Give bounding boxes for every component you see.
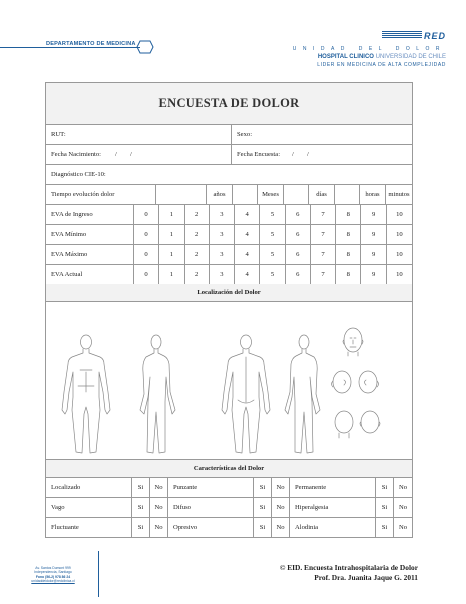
caracteristica-label: Fluctuante [46, 518, 132, 537]
si-option[interactable]: Si [376, 498, 394, 517]
no-option[interactable]: No [398, 524, 408, 531]
phone-line: Fono (56-2) 978 86 24 [35, 574, 71, 579]
body-back-figure [222, 335, 270, 453]
eva-score-option[interactable]: 4 [235, 265, 260, 284]
eva-score-option[interactable]: 3 [210, 225, 235, 244]
body-lateral-right-figure [285, 335, 320, 453]
eva-row [46, 225, 412, 245]
si-option[interactable]: Si [254, 478, 272, 497]
eva-score-option[interactable]: 9 [361, 205, 386, 224]
caracteristica-label: Permanente [290, 478, 376, 497]
eva-score-option[interactable]: 1 [159, 225, 184, 244]
body-front-figure [62, 335, 110, 453]
no-option[interactable]: No [150, 498, 168, 517]
eva-score-option[interactable]: 1 [159, 245, 184, 264]
rut-field[interactable]: RUT: [46, 125, 232, 144]
unidad-label: UNIDAD DEL DOLOR [292, 46, 446, 52]
eva-score-option[interactable]: 9 [361, 225, 386, 244]
dias-label: días [309, 185, 335, 204]
horas-input[interactable] [335, 185, 360, 204]
head-front-figure [343, 328, 363, 356]
eva-score-option[interactable]: 10 [396, 271, 403, 278]
caracteristica-row [46, 478, 412, 498]
department-banner [0, 37, 160, 57]
eva-score-option[interactable]: 10 [396, 231, 403, 238]
email-link[interactable]: unidaddeldolor@redclinica.cl [31, 578, 75, 583]
no-option[interactable]: No [272, 478, 290, 497]
header-rule [0, 47, 140, 48]
body-map[interactable] [46, 302, 412, 460]
eva-row [46, 265, 412, 284]
caracteristica-label: Vago [46, 498, 132, 517]
eva-score-option[interactable]: 3 [210, 205, 235, 224]
author-text: Prof. Dra. Juanita Jaque G. 2011 [314, 573, 418, 582]
si-option[interactable]: Si [132, 478, 150, 497]
dias-input[interactable] [284, 185, 309, 204]
eva-score-option[interactable]: 8 [336, 205, 361, 224]
fecha-encuesta-label: Fecha Encuesta: [237, 151, 281, 158]
university-name: UNIVERSIDAD DE CHILE [375, 54, 446, 60]
eva-row [46, 245, 412, 265]
eva-score-option[interactable]: 6 [286, 245, 311, 264]
eva-score-option[interactable]: 7 [311, 205, 336, 224]
footer-divider [98, 551, 99, 597]
eva-score-option[interactable]: 8 [336, 225, 361, 244]
department-label: DEPARTAMENTO DE MEDICINA [46, 41, 136, 47]
eva-score-option[interactable]: 2 [185, 205, 210, 224]
fecha-encuesta-value: / / [292, 151, 309, 158]
meses-input[interactable] [233, 185, 258, 204]
minutos-label: minutos [388, 191, 410, 198]
eva-score-option[interactable]: 5 [260, 245, 285, 264]
pain-survey-form [45, 82, 413, 538]
eva-score-option[interactable]: 6 [286, 225, 311, 244]
eva-row [46, 205, 412, 225]
eva-score-option[interactable]: 10 [396, 211, 403, 218]
no-option[interactable]: No [398, 484, 408, 491]
eva-score-option[interactable]: 5 [260, 265, 285, 284]
eva-score-option[interactable]: 0 [134, 265, 159, 284]
eva-score-option[interactable]: 4 [235, 205, 260, 224]
caracteristica-label: Hiperalgesia [290, 498, 376, 517]
eva-score-option[interactable]: 9 [361, 265, 386, 284]
red-logo-text: RED [423, 31, 446, 41]
no-option[interactable]: No [150, 518, 168, 537]
address-line: Av. Santos Dumont 999 [35, 566, 71, 570]
eva-score-option[interactable]: 7 [311, 225, 336, 244]
eva-score-option[interactable]: 9 [361, 245, 386, 264]
address-line: Independencia, Santiago [34, 570, 72, 575]
eva-score-option[interactable]: 8 [336, 265, 361, 284]
anos-input[interactable] [156, 185, 207, 204]
head-back-figure [335, 411, 353, 438]
eva-score-option[interactable]: 3 [210, 265, 235, 284]
eva-score-option[interactable]: 6 [286, 205, 311, 224]
address-block [14, 566, 92, 583]
eva-score-option[interactable]: 2 [185, 265, 210, 284]
eva-row-label: EVA Máximo [46, 245, 134, 264]
no-option[interactable]: No [272, 518, 290, 537]
tagline: LIDER EN MEDICINA DE ALTA COMPLEJIDAD [317, 62, 446, 68]
body-lateral-figure [140, 335, 175, 453]
meses-label: Meses [258, 185, 284, 204]
no-option[interactable]: No [272, 498, 290, 517]
caracteristica-label: Difuso [168, 498, 254, 517]
eva-row-label: EVA Mínimo [46, 225, 134, 244]
eva-score-option[interactable]: 5 [260, 205, 285, 224]
head-right-figure [359, 371, 379, 393]
localizacion-section-title: Localización del Dolor [46, 284, 412, 302]
head-left-figure [332, 371, 352, 393]
diagnostico-field[interactable]: Diagnóstico CIE-10: [51, 171, 106, 178]
horas-label: horas [360, 185, 386, 204]
si-option[interactable]: Si [376, 518, 394, 537]
eva-row-label: EVA Actual [46, 265, 134, 284]
hexagon-icon [136, 40, 154, 54]
sexo-field[interactable]: Sexo: [237, 131, 253, 138]
caracteristicas-section-title: Características del Dolor [46, 460, 412, 478]
si-option[interactable]: Si [254, 518, 272, 537]
tiempo-evolucion-label: Tiempo evolución dolor [46, 185, 156, 204]
no-option[interactable]: No [150, 478, 168, 497]
diagnostico-row [46, 165, 412, 185]
fecha-nacimiento-value: / / [114, 151, 132, 158]
eva-score-option[interactable]: 7 [311, 245, 336, 264]
caracteristica-label: Opresivo [168, 518, 254, 537]
form-title: ENCUESTA DE DOLOR [46, 83, 412, 125]
fecha-nacimiento-field[interactable] [46, 145, 232, 164]
hospital-logo-block [266, 26, 446, 68]
eva-score-option[interactable]: 1 [159, 205, 184, 224]
anos-label: años [207, 185, 233, 204]
eva-score-option[interactable]: 3 [210, 245, 235, 264]
body-outline-figures [46, 302, 412, 459]
eva-score-option[interactable]: 5 [260, 225, 285, 244]
eva-score-option[interactable]: 8 [336, 245, 361, 264]
si-option[interactable]: Si [132, 498, 150, 517]
fecha-nacimiento-label: Fecha Nacimiento: [51, 151, 101, 158]
caracteristica-row [46, 498, 412, 518]
fecha-encuesta-field[interactable] [232, 145, 412, 164]
hospital-name: HOSPITAL CLINICO UNIVERSIDAD DE CHILE [317, 54, 446, 60]
eva-score-option[interactable]: 0 [134, 225, 159, 244]
eva-table [46, 205, 412, 284]
eva-score-option[interactable]: 2 [185, 225, 210, 244]
eva-score-option[interactable]: 6 [286, 265, 311, 284]
eva-score-option[interactable]: 2 [185, 245, 210, 264]
si-option[interactable]: Si [254, 498, 272, 517]
caracteristica-label: Alodinia [290, 518, 376, 537]
red-stripes-logo [382, 31, 422, 38]
rut-sexo-row [46, 125, 412, 145]
footer-credits [280, 563, 418, 583]
caracteristica-row [46, 518, 412, 537]
caracteristica-label: Punzante [168, 478, 254, 497]
si-option[interactable]: Si [132, 518, 150, 537]
no-option[interactable]: No [398, 504, 408, 511]
head-top-figure [360, 411, 380, 433]
eva-score-option[interactable]: 0 [134, 245, 159, 264]
eva-score-option[interactable]: 7 [311, 265, 336, 284]
dates-row [46, 145, 412, 165]
copyright-text: © EID. Encuesta Intrahospitalaria de Dolor [279, 563, 418, 572]
si-option[interactable]: Si [376, 478, 394, 497]
eva-score-option[interactable]: 4 [235, 245, 260, 264]
eva-score-option[interactable]: 10 [396, 251, 403, 258]
eva-score-option[interactable]: 4 [235, 225, 260, 244]
eva-score-option[interactable]: 1 [159, 265, 184, 284]
caracteristicas-table [46, 478, 412, 537]
eva-score-option[interactable]: 0 [134, 205, 159, 224]
caracteristica-label: Localizado [46, 478, 132, 497]
tiempo-evolucion-row [46, 185, 412, 205]
eva-row-label: EVA de Ingreso [46, 205, 134, 224]
